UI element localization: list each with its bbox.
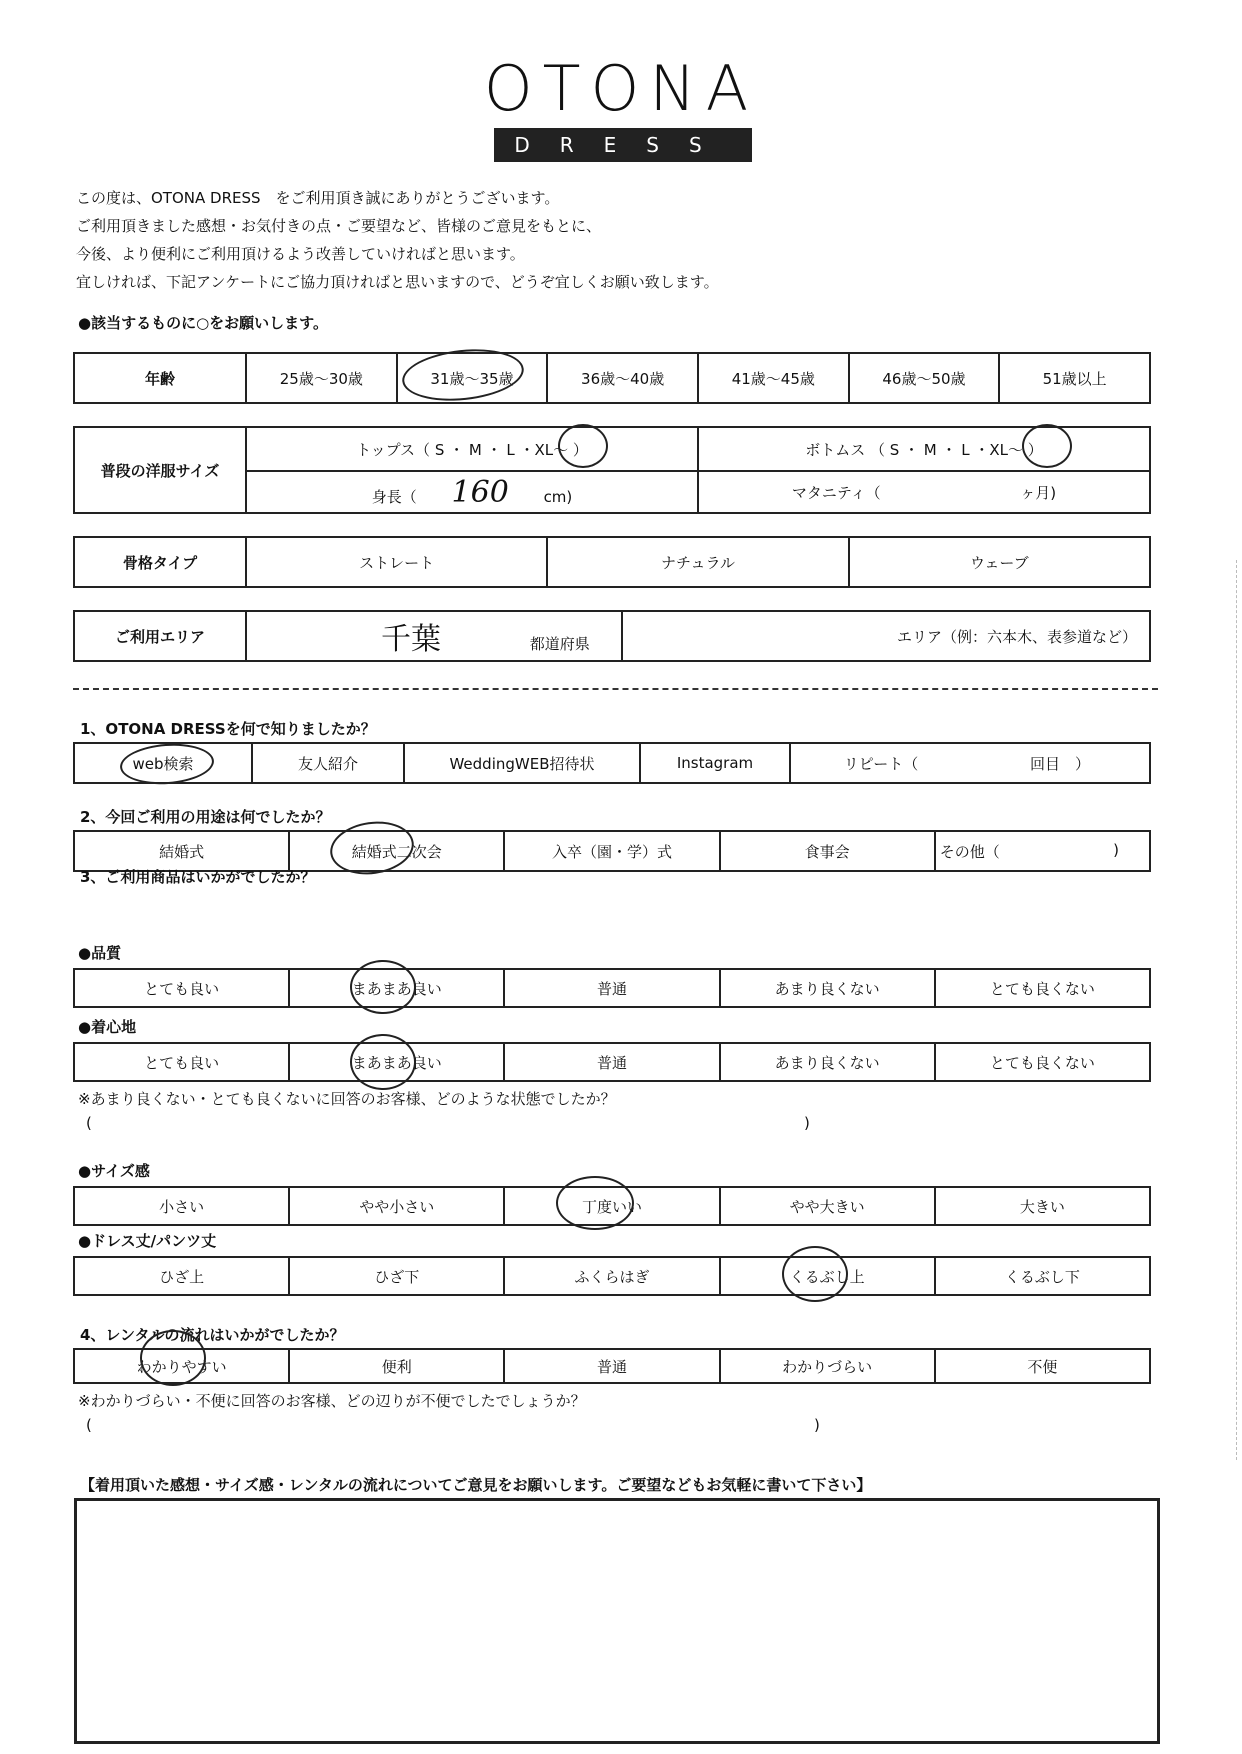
maternity-field[interactable] [698, 471, 1150, 513]
selected-circle [350, 1034, 416, 1090]
q1-option[interactable]: WeddingWEB招待状 [404, 743, 640, 783]
area-field[interactable]: エリア（例：六本木、表参道など） [622, 611, 1150, 661]
length-option[interactable]: くるぶし上 [720, 1257, 935, 1295]
comfort-label: ●着心地 [78, 1018, 137, 1036]
q4-option[interactable]: 便利 [289, 1349, 504, 1383]
area-table [73, 610, 1151, 662]
fit-option[interactable]: やや小さい [289, 1187, 504, 1225]
q1-option[interactable]: web検索 [74, 743, 252, 783]
q3-title: 3、ご利用商品はいかがでしたか？ [80, 868, 316, 886]
body-type-option[interactable]: ストレート [246, 537, 547, 587]
intro-text [76, 184, 719, 296]
intro-line: この度は、OTONA DRESS をご利用頂き誠にありがとうございます。 [76, 189, 560, 207]
q2-other-close: ) [1113, 840, 1119, 859]
brand-logo: OTONA [483, 52, 759, 125]
age-option[interactable]: 36歳～40歳 [547, 353, 698, 403]
body-type-option[interactable]: ナチュラル [547, 537, 848, 587]
paren-close: ) [814, 1416, 820, 1434]
q4-table [73, 1348, 1151, 1384]
selected-circle [140, 1330, 206, 1386]
q2-option[interactable]: 食事会 [720, 831, 935, 871]
q4-option[interactable]: 普通 [504, 1349, 719, 1383]
selected-circle [350, 960, 416, 1014]
q1-option[interactable]: Instagram [640, 743, 790, 783]
q2-option[interactable]: 結婚式 [74, 831, 289, 871]
q2-other-label: その他（ [939, 842, 1000, 861]
length-option[interactable]: くるぶし下 [935, 1257, 1150, 1295]
length-option[interactable]: ひざ上 [74, 1257, 289, 1295]
comfort-option[interactable]: まあまあ良い [289, 1043, 504, 1081]
selected-circle [782, 1246, 848, 1302]
tops-size[interactable]: トップス（ S ・ M ・ L ・XL～ ） [246, 427, 698, 471]
q4-title: 4、レンタルの流れはいかがでしたか？ [80, 1326, 345, 1344]
comment-box[interactable] [74, 1498, 1160, 1744]
brand-logo-sub: DRESS [494, 128, 752, 162]
length-table [73, 1256, 1151, 1296]
q4-option[interactable]: わかりづらい [720, 1349, 935, 1383]
length-label: ●ドレス丈/パンツ丈 [78, 1232, 217, 1250]
fit-label: ●サイズ感 [78, 1162, 150, 1180]
paren-close: ) [804, 1114, 810, 1132]
area-label: ご利用エリア [74, 611, 246, 661]
prefecture-field[interactable] [246, 611, 622, 661]
q1-option[interactable]: リピート（ [790, 743, 971, 783]
prefecture-value: 千葉 [381, 622, 441, 657]
height-value: 160 [451, 474, 509, 510]
body-type-option[interactable]: ウェーブ [849, 537, 1150, 587]
height-close: cm) [543, 487, 573, 506]
height-open: 身長（ [371, 487, 417, 506]
age-option[interactable]: 51歳以上 [999, 353, 1150, 403]
fit-option[interactable]: 小さい [74, 1187, 289, 1225]
age-option[interactable]: 25歳～30歳 [246, 353, 397, 403]
age-option[interactable]: 46歳～50歳 [849, 353, 1000, 403]
selected-circle [556, 1176, 634, 1230]
intro-line: 宜しければ、下記アンケートにご協力頂ければと思いますので、どうぞ宜しくお願い致します。 [76, 273, 719, 291]
q2-other[interactable] [935, 831, 1150, 871]
maternity-open: マタニティ（ [791, 483, 881, 502]
length-option[interactable]: ふくらはぎ [504, 1257, 719, 1295]
q1-title: 1、OTONA DRESSを何で知りましたか？ [80, 720, 376, 738]
body-type-table [73, 536, 1151, 588]
age-label: 年齢 [74, 353, 246, 403]
quality-label: ●品質 [78, 944, 122, 962]
quality-option[interactable]: とても良い [74, 969, 289, 1007]
size-table [73, 426, 1151, 514]
height-field[interactable] [246, 471, 698, 513]
q2-option[interactable]: 結婚式二次会 [289, 831, 504, 871]
selected-circle [558, 424, 608, 468]
section-heading: ●該当するものに○をお願いします。 [78, 314, 328, 332]
q4-note: ※わかりづらい・不便に回答のお客様、どの辺りが不便でしたでしょうか？ [78, 1392, 586, 1410]
fit-option[interactable]: やや大きい [720, 1187, 935, 1225]
q2-title: 2、今回ご利用の用途は何でしたか？ [80, 808, 331, 826]
quality-option[interactable]: あまり良くない [720, 969, 935, 1007]
comment-title: 【着用頂いた感想・サイズ感・レンタルの流れについてご意見をお願いします。ご要望などもお気軽に書いて下さい】 [80, 1476, 872, 1494]
paren-open: ( [86, 1114, 92, 1132]
q1-table [73, 742, 1151, 784]
quality-option[interactable]: 普通 [504, 969, 719, 1007]
age-table [73, 352, 1151, 404]
comfort-option[interactable]: とても良くない [935, 1043, 1150, 1081]
q4-option[interactable]: わかりやすい [74, 1349, 289, 1383]
q4-option[interactable]: 不便 [935, 1349, 1150, 1383]
quality-table [73, 968, 1151, 1008]
selected-circle [1022, 424, 1072, 468]
bottoms-size[interactable]: ボトムス （ S ・ M ・ L ・XL～ ） [698, 427, 1150, 471]
quality-option[interactable]: とても良くない [935, 969, 1150, 1007]
comfort-table [73, 1042, 1151, 1082]
prefecture-label: 都道府県 [529, 635, 590, 653]
fit-option[interactable]: 大きい [935, 1187, 1150, 1225]
size-label: 普段の洋服サイズ [74, 427, 246, 513]
age-option[interactable]: 31歳～35歳 [397, 353, 548, 403]
fit-option[interactable]: 丁度いい [504, 1187, 719, 1225]
intro-line: ご利用頂きました感想・お気付きの点・ご要望など、皆様のご意見をもとに、 [76, 217, 602, 235]
divider [73, 688, 1158, 690]
q3-bad-note: ※あまり良くない・とても良くないに回答のお客様、どのような状態でしたか？ [78, 1090, 616, 1108]
q1-option[interactable]: 回目 ） [971, 743, 1150, 783]
maternity-close: ヶ月) [1020, 483, 1057, 502]
paren-open: ( [86, 1416, 92, 1434]
comfort-option[interactable]: とても良い [74, 1043, 289, 1081]
comfort-option[interactable]: あまり良くない [720, 1043, 935, 1081]
length-option[interactable]: ひざ下 [289, 1257, 504, 1295]
q1-option[interactable]: 友人紹介 [252, 743, 404, 783]
age-option[interactable]: 41歳～45歳 [698, 353, 849, 403]
quality-option[interactable]: まあまあ良い [289, 969, 504, 1007]
body-type-label: 骨格タイプ [74, 537, 246, 587]
comfort-option[interactable]: 普通 [504, 1043, 719, 1081]
q2-option[interactable]: 入卒（園・学）式 [504, 831, 719, 871]
intro-line: 今後、より便利にご利用頂けるよう改善していければと思います。 [76, 245, 525, 263]
scan-edge [1236, 560, 1238, 1460]
